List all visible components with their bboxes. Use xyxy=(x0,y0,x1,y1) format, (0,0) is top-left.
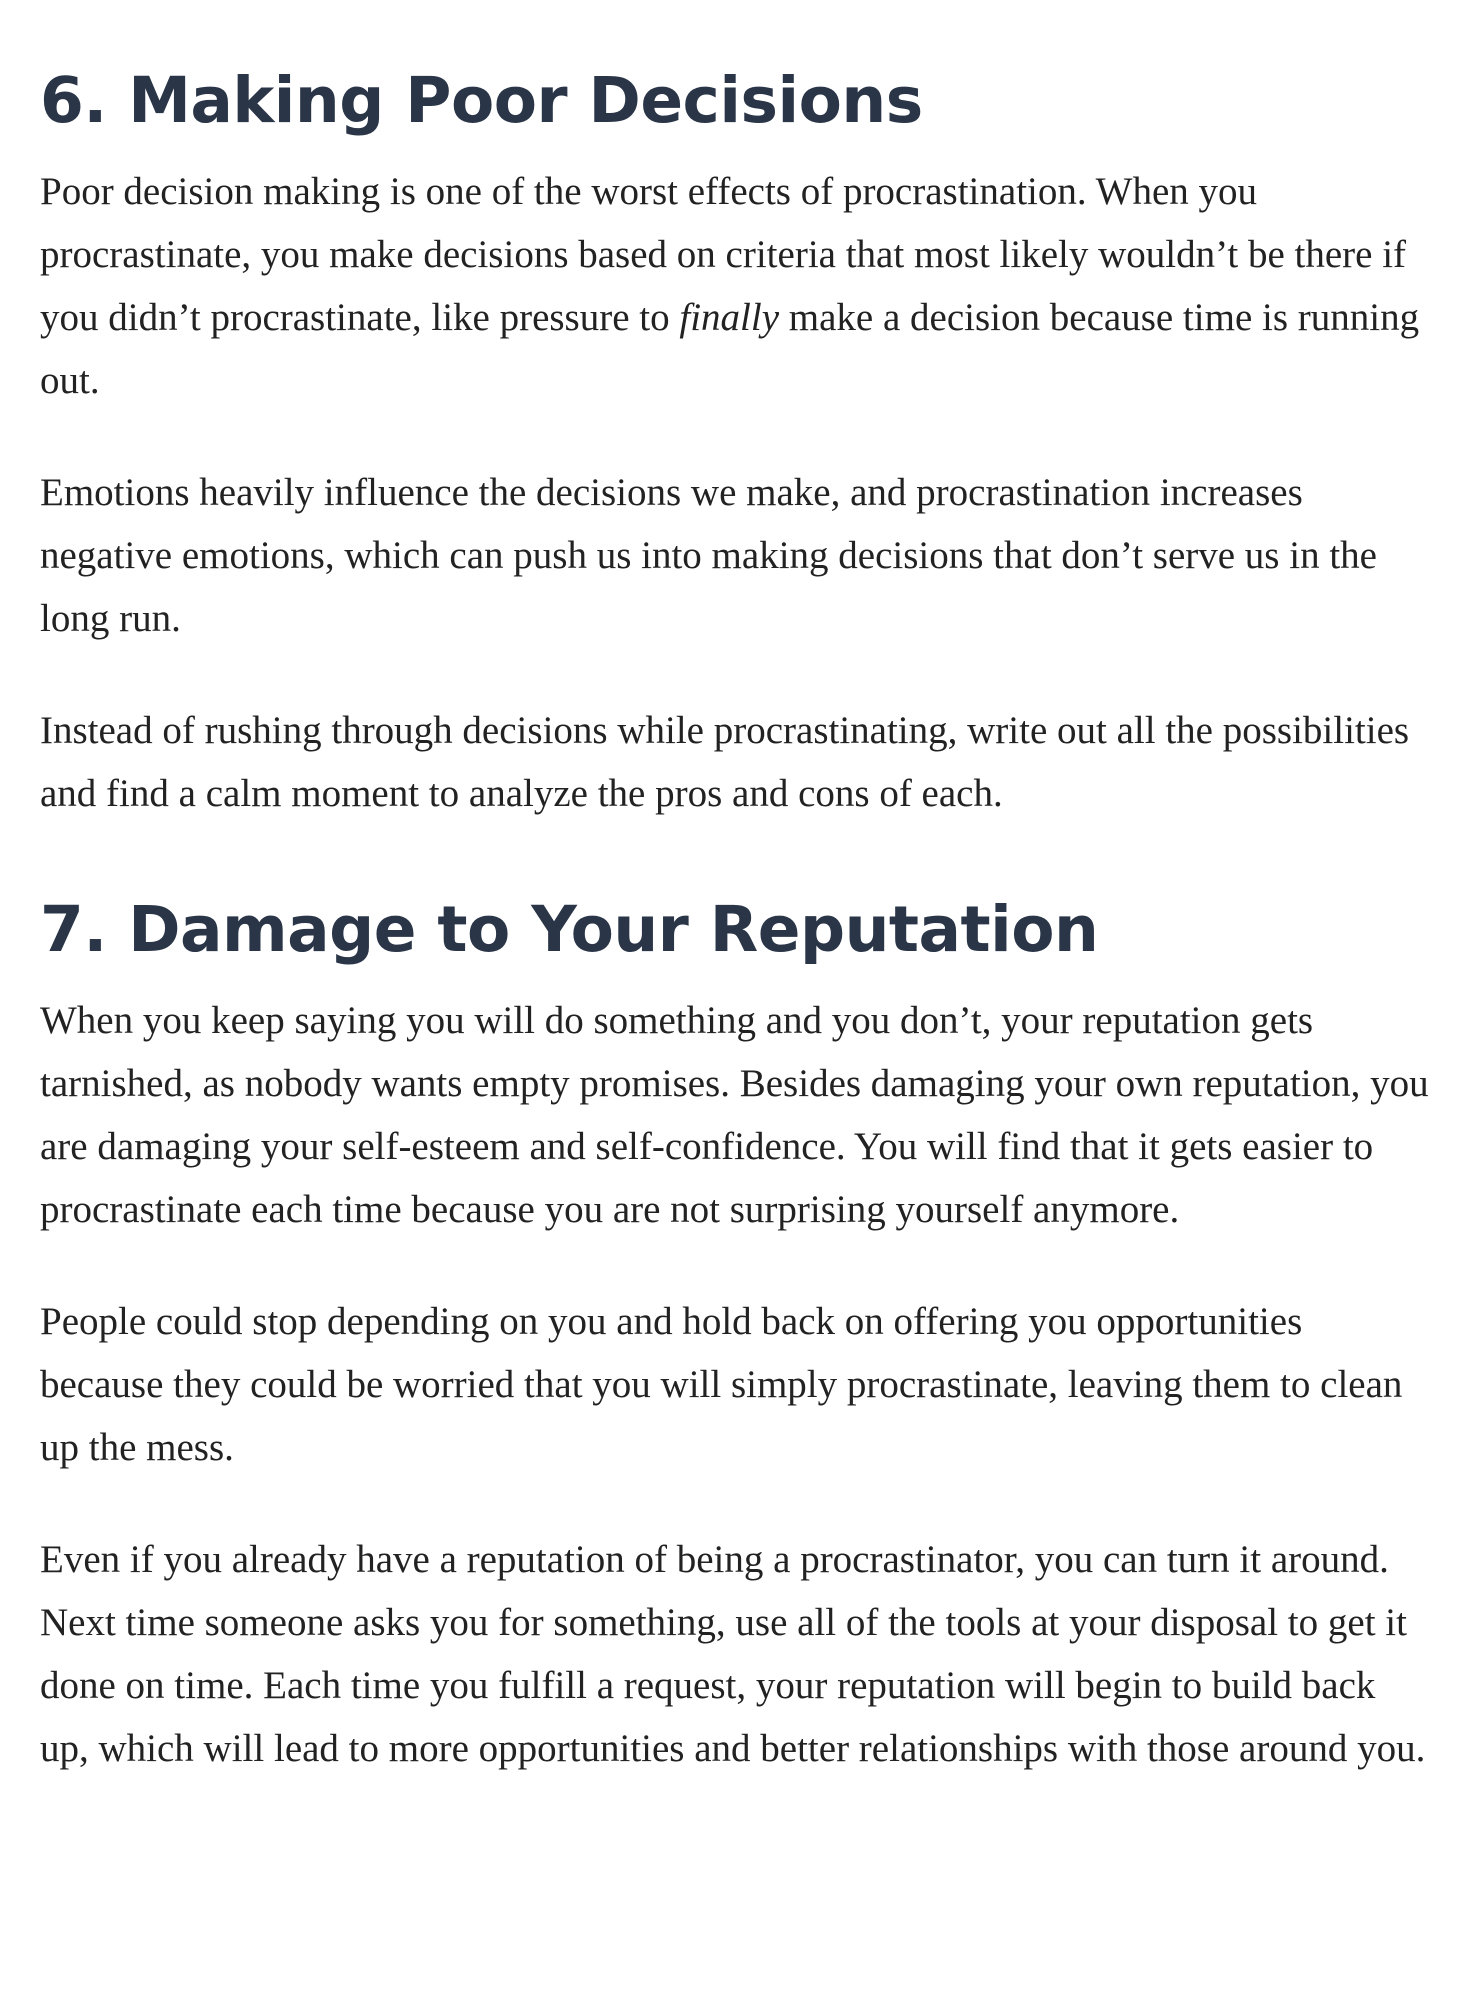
paragraph-text: Poor decision making is one of the worst effects of procrastination. When you procrastinate, you make decisions based on criteria that most likely wouldn’t be there if you didn’t procrastinate, like pressure to xyxy=(40,170,1407,339)
article-paragraph: Emotions heavily influence the decisions we make, and procrastination increases negative emotions, which can push us into making decisions that don’t serve us in the long run. xyxy=(40,471,1377,640)
section-heading: 7. Damage to Your Reputation xyxy=(40,893,1099,966)
article-paragraph: Even if you already have a reputation of being a procrastinator, you can turn it around. Next time someone asks you for something, use all of the tools at your disposal to get it done on time. Each time you fulfill a request, your reputation will begin to build back up, which will lead to more opportunities and better relationships with those around you. xyxy=(40,1538,1426,1770)
article-paragraph: People could stop depending on you and hold back on offering you opportunities because they could be worried that you will simply procrastinate, leaving them to clean up the mess. xyxy=(40,1300,1403,1469)
paragraph-text: make a decision because time is running out. xyxy=(40,296,1420,402)
section-poor-decisions xyxy=(40,62,1430,825)
section-reputation-damage xyxy=(40,891,1430,1780)
article-paragraph: When you keep saying you will do something and you don’t, your reputation gets tarnished, as nobody wants empty promises. Besides damaging your own reputation, you are damaging your self-esteem and self-confidence. You will find that it gets easier to procrastinate each time because you are not surprising yourself anymore. xyxy=(40,999,1429,1231)
article-paragraph: Instead of rushing through decisions while procrastinating, write out all the possibilities and find a calm moment to analyze the pros and cons of each. xyxy=(40,709,1410,815)
article-paragraph xyxy=(40,160,1430,412)
section-heading: 6. Making Poor Decisions xyxy=(40,64,923,137)
emphasized-word: finally xyxy=(679,296,780,339)
